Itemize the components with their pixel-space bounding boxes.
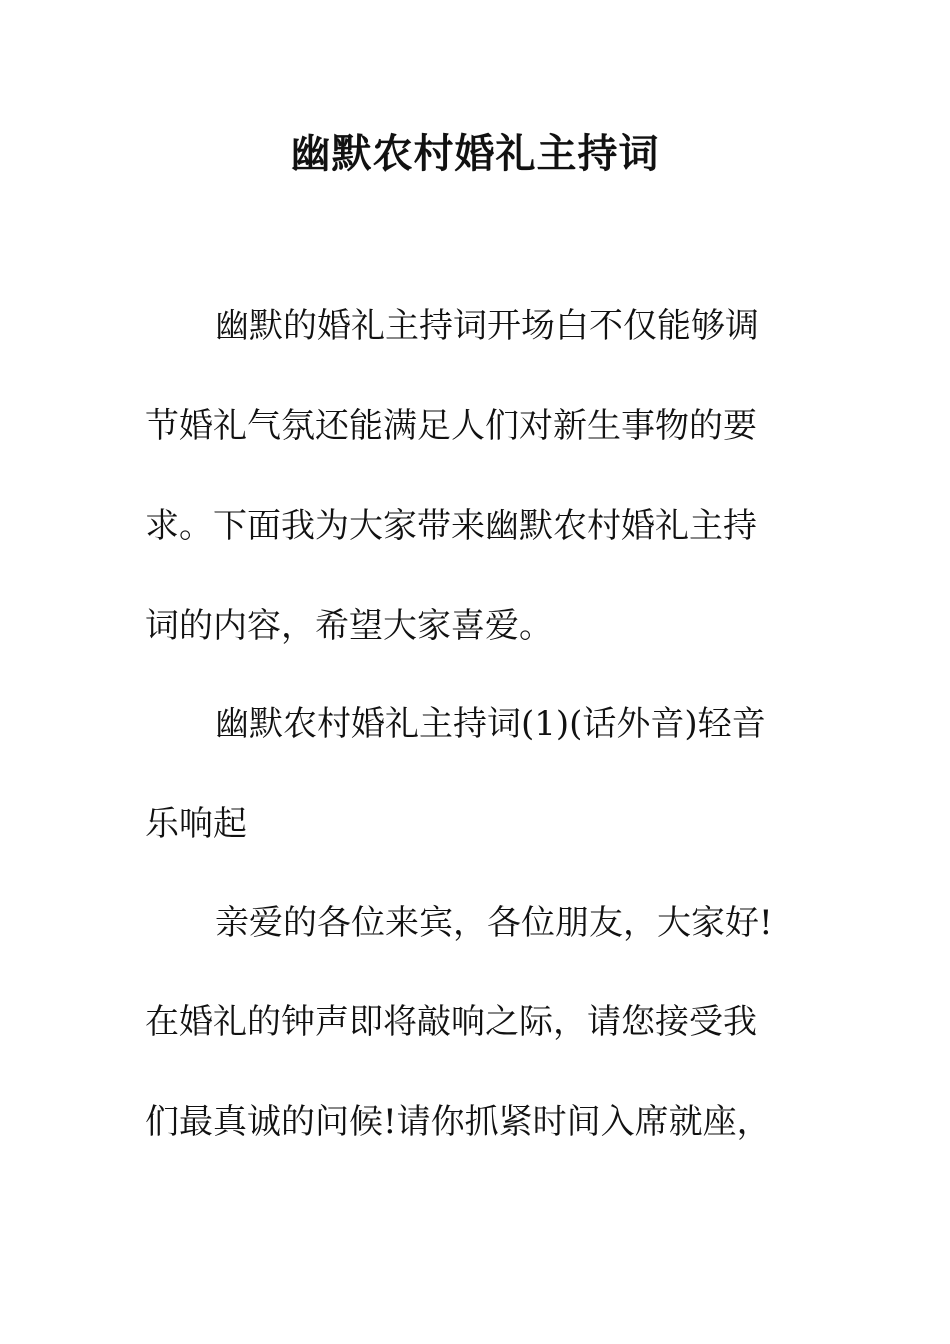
paragraph-line-5: 幽默农村婚礼主持词(1)(话外音)轻音 — [215, 704, 766, 744]
paragraph-line-6: 乐响起 — [145, 804, 247, 844]
paragraph-line-8: 在婚礼的钟声即将敲响之际，请您接受我 — [145, 1002, 757, 1042]
paragraph-line-4: 词的内容，希望大家喜爱。 — [145, 606, 553, 646]
paragraph-line-3: 求。下面我为大家带来幽默农村婚礼主持 — [145, 506, 757, 546]
paragraph-line-7: 亲爱的各位来宾，各位朋友，大家好! — [215, 903, 773, 943]
document-title: 幽默农村婚礼主持词 — [290, 130, 660, 177]
paragraph-line-9: 们最真诚的问候!请你抓紧时间入席就座， — [145, 1102, 771, 1142]
paragraph-line-1: 幽默的婚礼主持词开场白不仅能够调 — [215, 306, 759, 346]
paragraph-line-2: 节婚礼气氛还能满足人们对新生事物的要 — [145, 406, 757, 446]
